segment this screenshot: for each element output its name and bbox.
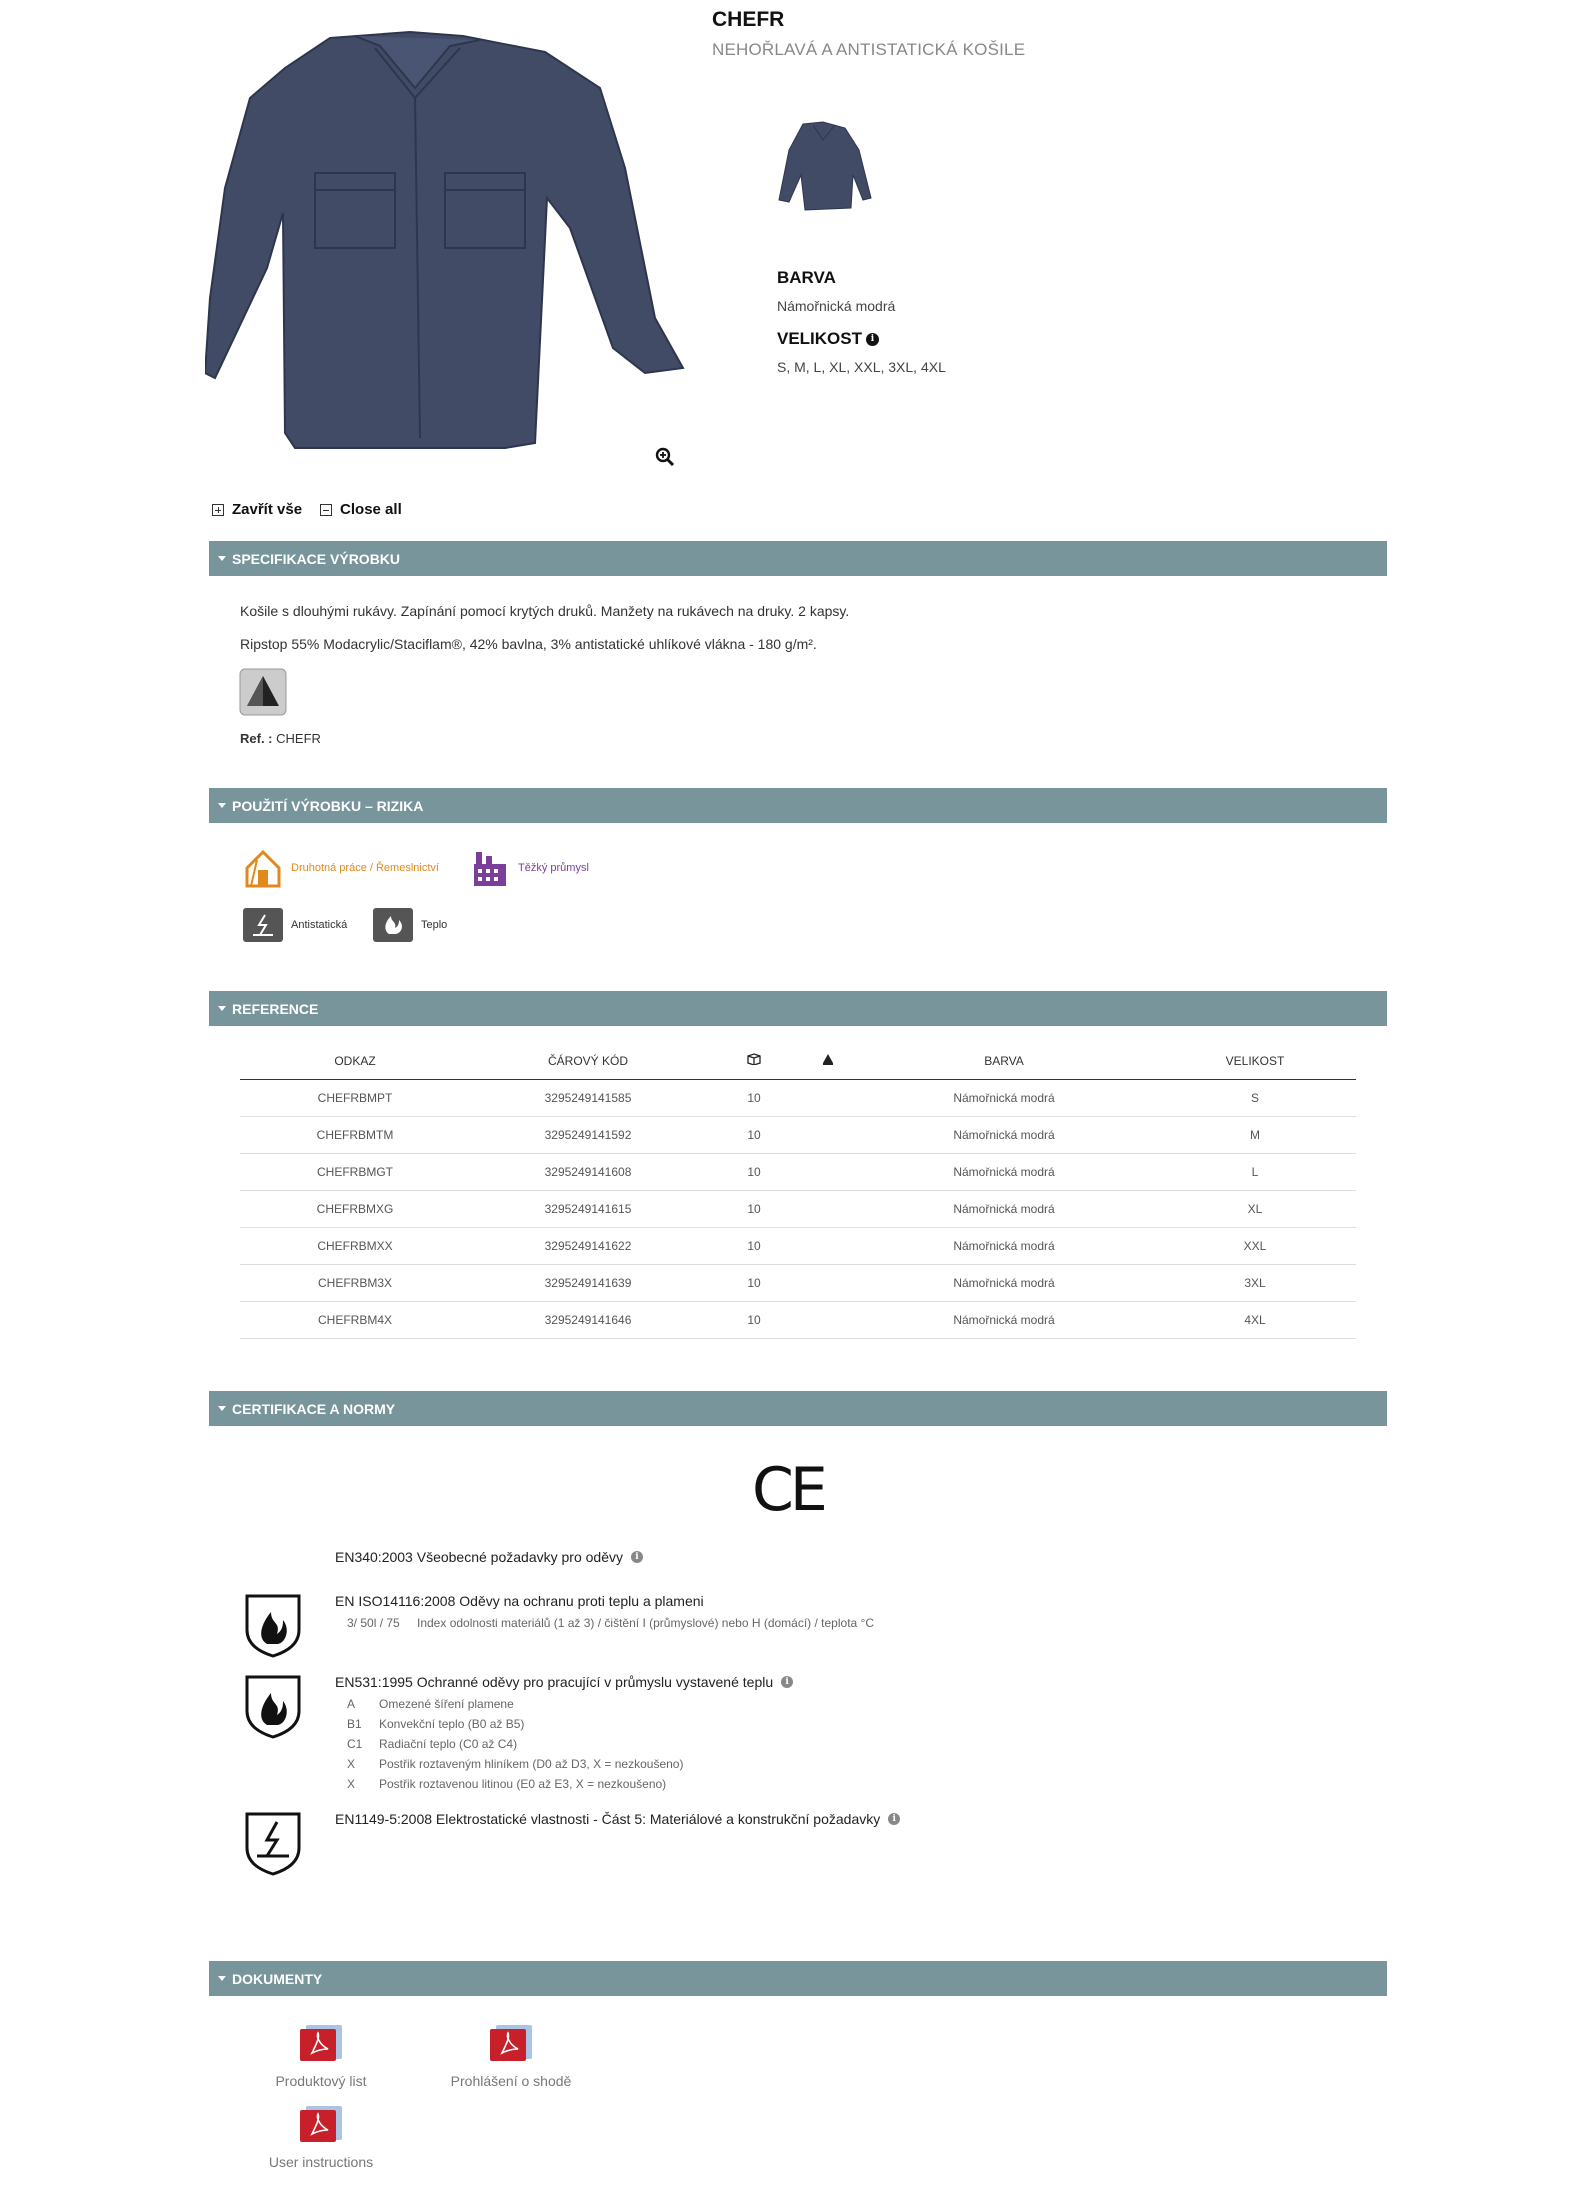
- info-icon[interactable]: i: [631, 1551, 643, 1563]
- norm-detail-code: B1: [347, 1717, 362, 1731]
- norm-detail-row: [347, 1737, 683, 1751]
- pdf-icon: [486, 2023, 536, 2063]
- antistatic-shield-icon: [243, 1810, 303, 1876]
- document-label[interactable]: Produktový list: [275, 2073, 367, 2089]
- table-row: [240, 1190, 1356, 1227]
- cell-ref: CHEFRBM4X: [240, 1301, 470, 1338]
- norm-en-iso14116: [335, 1593, 704, 1609]
- product-title: CHEFR: [712, 8, 785, 31]
- usage-item-heavy-industry: [470, 848, 589, 888]
- cell-color: Námořnická modrá: [854, 1079, 1154, 1116]
- col-header-box: [706, 1043, 802, 1079]
- norm-detail-code: X: [347, 1757, 356, 1771]
- pdf-icon: [296, 2023, 346, 2063]
- flame-icon: [373, 908, 413, 942]
- table-row: [240, 1227, 1356, 1264]
- cell-box: 10: [706, 1301, 802, 1338]
- size-label-row: [777, 329, 879, 349]
- usage-label: Druhotná práce / Řemeslnictví: [291, 862, 439, 874]
- norm-detail-code: X: [347, 1777, 356, 1791]
- cell-size: L: [1154, 1153, 1356, 1190]
- cell-ref: CHEFRBMTM: [240, 1116, 470, 1153]
- cell-box: 10: [706, 1153, 802, 1190]
- section-header-reference[interactable]: [209, 991, 1387, 1026]
- norm-title: EN340:2003 Všeobecné požadavky pro oděvy: [335, 1549, 623, 1565]
- norm-detail-code: A: [347, 1697, 356, 1711]
- cell-ref: CHEFRBM3X: [240, 1264, 470, 1301]
- cell-size: S: [1154, 1079, 1356, 1116]
- expand-icon[interactable]: [212, 504, 224, 516]
- norm-detail-text: Index odolnosti materiálů (1 až 3) / čištění I (průmyslové) nebo H (domácí) / teplota °C: [417, 1616, 874, 1630]
- cell-size: XL: [1154, 1190, 1356, 1227]
- caret-down-icon: [218, 1976, 226, 1981]
- document-declaration[interactable]: [411, 2023, 611, 2089]
- norm-detail-text: Konvekční teplo (B0 až B5): [379, 1717, 525, 1731]
- pdf-icon: [296, 2104, 346, 2144]
- spec-material: Ripstop 55% Modacrylic/Staciflam®, 42% bavlna, 3% antistatické uhlíkové vlákna - 180 g/m².: [240, 636, 817, 652]
- norm-detail-row: [347, 1777, 683, 1791]
- spec-description: Košile s dlouhými rukávy. Zapínání pomocí krytých druků. Manžety na rukávech na druky. 2 kapsy.: [240, 603, 850, 619]
- collapse-all-link[interactable]: Close all: [340, 501, 402, 518]
- table-row: [240, 1153, 1356, 1190]
- cell-box: 10: [706, 1264, 802, 1301]
- usage-item-antistatic: [243, 908, 347, 942]
- document-label[interactable]: User instructions: [268, 2154, 374, 2170]
- cell-barcode: 3295249141646: [470, 1301, 706, 1338]
- table-row: [240, 1116, 1356, 1153]
- norm-detail-row: [347, 1616, 874, 1630]
- cell-size: XXL: [1154, 1227, 1356, 1264]
- norm-en340: [335, 1549, 643, 1565]
- cell-color: Námořnická modrá: [854, 1227, 1154, 1264]
- toggle-row: [212, 501, 412, 518]
- col-header-color: BARVA: [854, 1043, 1154, 1079]
- cell-pallet: [802, 1190, 854, 1227]
- ce-mark: CE: [752, 1455, 824, 1525]
- cell-ref: CHEFRBMXG: [240, 1190, 470, 1227]
- norm-detail-row: [347, 1757, 683, 1771]
- section-title: CERTIFIKACE A NORMY: [232, 1400, 396, 1417]
- size-label: VELIKOST: [777, 329, 863, 348]
- cell-pallet: [802, 1227, 854, 1264]
- section-header-documents[interactable]: [209, 1961, 1387, 1996]
- table-header-row: [240, 1043, 1356, 1079]
- norm-detail-text: Postřik roztaveným hliníkem (D0 až D3, X = nezkoušeno): [379, 1757, 684, 1771]
- cell-pallet: [802, 1153, 854, 1190]
- collapse-icon[interactable]: [320, 504, 332, 516]
- caret-down-icon: [218, 1406, 226, 1411]
- cell-box: 10: [706, 1079, 802, 1116]
- norm-detail-row: [347, 1717, 683, 1731]
- factory-icon: [470, 848, 510, 888]
- col-header-pallet: [802, 1043, 854, 1079]
- cell-color: Námořnická modrá: [854, 1190, 1154, 1227]
- flame-shield-icon: [243, 1673, 303, 1739]
- product-thumbnail[interactable]: [775, 120, 875, 212]
- table-row: [240, 1079, 1356, 1116]
- table-row: [240, 1301, 1356, 1338]
- cell-ref: CHEFRBMPT: [240, 1079, 470, 1116]
- norm-title: EN531:1995 Ochranné oděvy pro pracující v průmyslu vystavené teplu: [335, 1674, 774, 1690]
- info-icon[interactable]: i: [781, 1676, 793, 1688]
- cell-pallet: [802, 1301, 854, 1338]
- reference-table: [240, 1043, 1356, 1339]
- section-header-usage[interactable]: [209, 788, 1387, 823]
- caret-down-icon: [218, 803, 226, 808]
- info-icon[interactable]: i: [888, 1813, 900, 1825]
- cell-barcode: 3295249141639: [470, 1264, 706, 1301]
- cell-pallet: [802, 1264, 854, 1301]
- col-header-barcode: ČÁROVÝ KÓD: [470, 1043, 706, 1079]
- cell-barcode: 3295249141608: [470, 1153, 706, 1190]
- section-title: POUŽITÍ VÝROBKU – RIZIKA: [232, 797, 424, 814]
- document-user-instructions[interactable]: [221, 2104, 421, 2170]
- ref-value: CHEFR: [276, 731, 321, 746]
- usage-item-heat: [373, 908, 447, 942]
- cell-ref: CHEFRBMGT: [240, 1153, 470, 1190]
- cell-ref: CHEFRBMXX: [240, 1227, 470, 1264]
- cell-size: 4XL: [1154, 1301, 1356, 1338]
- norm-detail-row: [347, 1697, 683, 1711]
- section-title: REFERENCE: [232, 1000, 319, 1017]
- norm-title: EN ISO14116:2008 Oděvy na ochranu proti teplu a plameni: [335, 1593, 704, 1609]
- cell-barcode: 3295249141622: [470, 1227, 706, 1264]
- section-header-certification[interactable]: [209, 1391, 1387, 1426]
- flame-shield-icon: [243, 1592, 303, 1658]
- caret-down-icon: [218, 1006, 226, 1011]
- cell-color: Námořnická modrá: [854, 1116, 1154, 1153]
- spec-ref-row: [240, 731, 321, 746]
- cell-color: Námořnická modrá: [854, 1153, 1154, 1190]
- document-product-sheet[interactable]: [221, 2023, 421, 2089]
- delta-plus-logo-icon: [239, 668, 287, 716]
- color-label: BARVA: [777, 268, 836, 287]
- norm-detail-code: 3/ 50l / 75: [347, 1616, 400, 1630]
- col-header-ref: ODKAZ: [240, 1043, 470, 1079]
- cell-box: 10: [706, 1227, 802, 1264]
- cell-pallet: [802, 1116, 854, 1153]
- section-title: SPECIFIKACE VÝROBKU: [232, 550, 401, 567]
- stack-icon: [822, 1053, 834, 1065]
- norm-en1149: [335, 1811, 900, 1827]
- document-label[interactable]: Prohlášení o shodě: [450, 2073, 572, 2089]
- size-value: S, M, L, XL, XXL, 3XL, 4XL: [777, 359, 946, 375]
- zoom-icon[interactable]: [655, 447, 675, 467]
- house-ladder-icon: [243, 848, 283, 888]
- norm-en531: [335, 1674, 793, 1690]
- cell-barcode: 3295249141615: [470, 1190, 706, 1227]
- usage-label: Teplo: [421, 919, 448, 931]
- col-header-size: VELIKOST: [1154, 1043, 1356, 1079]
- info-icon[interactable]: i: [866, 333, 879, 346]
- color-value: Námořnická modrá: [777, 298, 896, 314]
- norm-detail-text: Omezené šíření plamene: [379, 1697, 514, 1711]
- caret-down-icon: [218, 556, 226, 561]
- product-main-image[interactable]: [205, 28, 685, 460]
- antistatic-icon: [243, 908, 283, 942]
- norm-detail-text: Postřik roztavenou litinou (E0 až E3, X = nezkoušeno): [379, 1777, 667, 1791]
- box-icon: [747, 1053, 761, 1065]
- cell-box: 10: [706, 1116, 802, 1153]
- product-subtitle: NEHOŘLAVÁ A ANTISTATICKÁ KOŠILE: [712, 40, 1026, 59]
- cell-barcode: 3295249141585: [470, 1079, 706, 1116]
- usage-label: Antistatická: [291, 919, 348, 931]
- usage-item-crafts: [243, 848, 439, 888]
- norm-detail-code: C1: [347, 1737, 363, 1751]
- expand-all-link[interactable]: Zavřít vše: [232, 501, 303, 518]
- cell-size: 3XL: [1154, 1264, 1356, 1301]
- norm-detail-list: [347, 1697, 683, 1791]
- cell-box: 10: [706, 1190, 802, 1227]
- norm-detail-text: Radiační teplo (C0 až C4): [379, 1737, 518, 1751]
- cell-pallet: [802, 1079, 854, 1116]
- section-title: DOKUMENTY: [232, 1970, 323, 1987]
- cell-color: Námořnická modrá: [854, 1301, 1154, 1338]
- usage-label: Těžký průmysl: [518, 862, 589, 874]
- cell-color: Námořnická modrá: [854, 1264, 1154, 1301]
- norm-title: EN1149-5:2008 Elektrostatické vlastnosti - Část 5: Materiálové a konstrukční požadavky: [335, 1811, 881, 1827]
- cell-barcode: 3295249141592: [470, 1116, 706, 1153]
- table-row: [240, 1264, 1356, 1301]
- ref-label: Ref. :: [240, 731, 273, 746]
- section-header-spec[interactable]: [209, 541, 1387, 576]
- cell-size: M: [1154, 1116, 1356, 1153]
